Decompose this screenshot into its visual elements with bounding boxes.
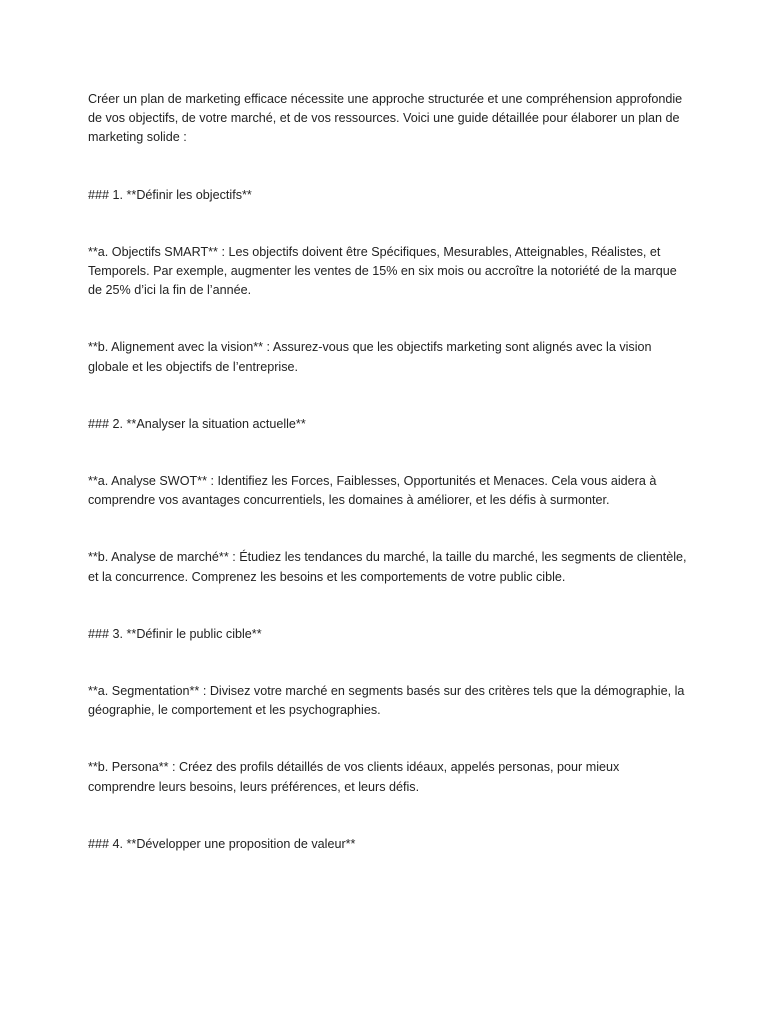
body-paragraph-segmentation: **a. Segmentation** : Divisez votre marché en segments basés sur des critères tels que la démographie, la géographie, le comportement et les psychographies. [88, 684, 685, 718]
section-heading-1: ### 1. **Définir les objectifs** [88, 187, 252, 202]
section-heading-3: ### 3. **Définir le public cible** [88, 626, 262, 641]
body-paragraph-persona: **b. Persona** : Créez des profils détaillés de vos clients idéaux, appelés personas, pour mieux comprendre leurs besoins, leurs préférences, et leurs défis. [88, 760, 620, 794]
body-paragraph-market-analysis: **b. Analyse de marché** : Étudiez les tendances du marché, la taille du marché, les segments de clientèle, et la concurrence. Comprenez les besoins et les comportements de votre public cible. [88, 550, 687, 584]
body-paragraph-alignment: **b. Alignement avec la vision** : Assurez-vous que les objectifs marketing sont alignés avec la vision globale et les objectifs de l’entreprise. [88, 340, 652, 374]
intro-paragraph: Créer un plan de marketing efficace nécessite une approche structurée et une compréhension approfondie de vos objectifs, de votre marché, et de vos ressources. Voici une guide détaillée pour élaborer un plan de marketing solide : [88, 92, 683, 145]
document-body [88, 90, 688, 892]
section-heading-2: ### 2. **Analyser la situation actuelle** [88, 416, 306, 431]
body-paragraph-swot: **a. Analyse SWOT** : Identifiez les Forces, Faiblesses, Opportunités et Menaces. Cela vous aidera à comprendre vos avantages concurrentiels, les domaines à améliorer, et les défis à surmonter. [88, 474, 657, 508]
section-heading-4: ### 4. **Développer une proposition de valeur** [88, 836, 356, 851]
body-paragraph-smart: **a. Objectifs SMART** : Les objectifs doivent être Spécifiques, Mesurables, Atteignables, Réalistes, et Temporels. Par exemple, augmenter les ventes de 15% en six mois ou accroître la notoriété de la marque de 25% d’ici la fin de l’année. [88, 244, 677, 298]
